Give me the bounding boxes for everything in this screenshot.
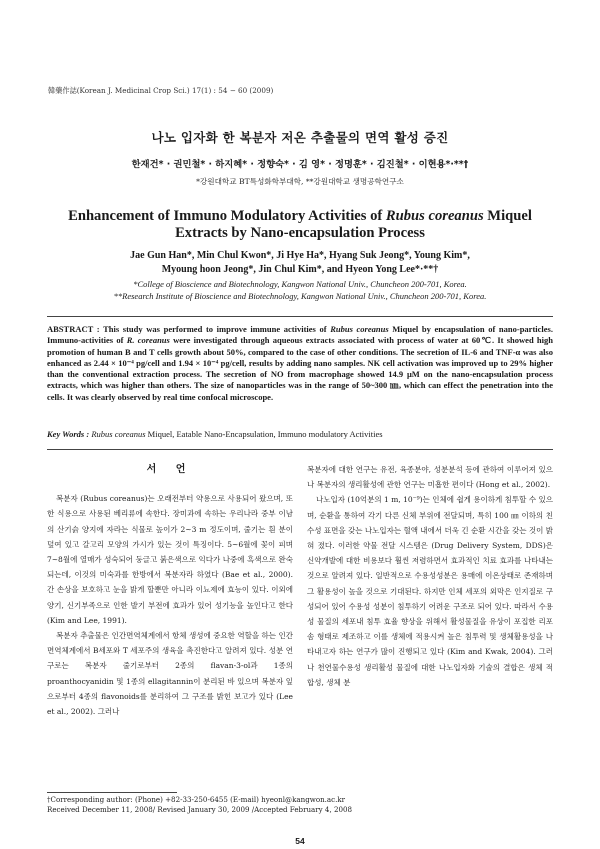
abstract-species-2: R. coreanus [126,335,170,346]
english-authors-line-1: Jae Gun Han*, Min Chul Kwon*, Ji Hye Ha*, Hyang Suk Jeong*, Young Kim*, [130,250,470,261]
title-species: Rubus coreanus [385,208,484,224]
left-column [47,462,293,719]
keywords-text: Miquel, Eatable Nano-Encapsulation, Immuno modulatory Activities [145,429,383,439]
korean-title: 나노 입자화 한 복분자 저온 추출물의 면역 활성 증진 [151,130,449,145]
intro-paragraph: 복분자 (Rubus coreanus)는 오래전부터 약용으로 사용되어 왔으며, 또한 식용으로 사용된 베리류에 속한다. 장미과에 속하는 우리나라 중부 이남의 산기슭 양지에 자라는 식물로 높이가 2~3 m 정도이며, 줄기는 흰 분이 덮여 있고 갈고리 모양의 가시가 있는 것이 특징이다. 5~6월에 꽃이 피며 7~8월에 열매가 성숙되어 둥글고 붉은색으로 익다가 나중에 흑색으로 완숙되는데, 이것의 미숙과를 한방에서 복분자라 하였다 (Bae et al., 2000). 간 손상을 보호하고 눈을 밝게 할뿐만 아니라 이뇨제에 효능이 있다. 이외에 양기, 신기부족으로 인한 발기 부전에 효과가 있어 성기능을 높인다고 한다 (Kim and Lee, 1991). [47,494,293,625]
received-dates: Received December 11, 2008/ Revised January 30, 2009 /Accepted February 4, 2008 [47,805,353,814]
abstract-text-1: This study was performed to improve immune activities of [99,324,331,334]
english-authors [40,249,560,276]
korean-authors: 한재건* · 권민철* · 하지혜* · 정향숙* · 김 영* · 정명훈* · 김진철* · 이현용*·**† [131,159,469,170]
footnote-rule [47,792,177,793]
title-part-b: Miquel Extracts by Nano-encapsulation Process [175,208,532,241]
abstract-text-3: were investigated through aqueous extracts associated with process of water at 60℃. It showed high promotion of human B and T cells growth about 50%, compared to the case of other conditions. The secretion of IL-6 and TNF-α was also enhanced as 2.44 × 10⁻⁴ pg/cell and 1.94 × 10⁻⁴ pg/cell, results by adding nano samples. NK cell activation was improved up to 29% higher than the conventional extraction process. The secretion of NO from macrophage showed 14.9 μM on the nano-encapsulation process extracts, which was higher than others. The size of nanoparticles was in the range of 50~300 ㎚, which can effect the penetration into the cells. It was clearly observed by real time confocal microscope. [47,335,553,402]
abstract-species-1: Rubus coreanus [330,324,389,334]
english-affiliation-1: *College of Bioscience and Biotechnology, Kangwon National Univ., Chuncheon 200-701, Korea. [133,279,467,289]
english-authors-line-2: Myoung hoon Jeong*, Jin Chul Kim*, and Hyeon Yong Lee*·**† [161,263,439,275]
footnote [47,795,352,815]
right-column [307,462,553,690]
abstract-top-rule [47,316,553,317]
korean-affiliation: *강원대학교 BT특성화학부대학, **강원대학교 생명공학연구소 [196,177,404,186]
intro-paragraph: 나노입자 (10억분의 1 m, 10⁻⁹)는 인체에 쉽게 용이하게 침투할 수 있으며, 순환을 통하여 각기 다른 신체 부위에 전달되며, 특히 100 ㎚ 이하의 친수성 표면을 갖는 나노입자는 혈액 내에서 더욱 긴 순환 시간을 갖는 것이 밝혀 졌다. 이러한 약물 전달 시스템은 (Drug Delivery System, DDS)은 신약개발에 대한 비용보다 훨씬 저렴하면서 효과적인 치료 효과를 나타내는 것으로 알려져 있다. 일반적으로 수용성성분은 용매에 이온상태로 존재하며 그 활용성이 높을 것으로 기대된다. 하지만 인체 세포의 외막은 인지질로 구성되어 있어 수용성 성분이 침투하기 어려운 구조로 되어 있다. 따라서 수용성 물질의 세포내 침투 효율 향상을 위해서 활성물질을 유상이 포집한 리포솜 형태로 제조하고 이를 생체에 적용시켜 높은 침투력 및 생체활용성을 나타내고자 하는 연구가 많이 진행되고 있다 (Kim and Kwak, 2004). 그러나 천연물수용성 생리활성 물질에 대한 나노입자화 기술의 결합은 생체 적합성, 생체 분 [307,495,553,687]
english-affiliation [40,279,560,302]
page-number: 54 [295,836,305,846]
intro-paragraph: 복분자에 대한 연구는 유전, 육종분야, 성분분석 등에 관하여 이루어져 있으나 복분자의 생리활성에 관한 연구는 미흡한 편이다 (Hong et al., 2002). [307,465,553,490]
journal-citation: 韓藥作誌(Korean J. Medicinal Crop Sci.) 17(1) : 54 − 60 (2009) [48,86,274,95]
section-heading-introduction: 서 언 [146,464,194,475]
keywords [47,429,553,440]
title-part-a: Enhancement of Immuno Modulatory Activities of [68,208,386,224]
abstract-label: ABSTRACT : [47,324,100,334]
abstract-text-2: Miquel by encapsulation of nano-particles. Immuno-activities of [47,324,553,346]
english-affiliation-2: **Research Institute of Bioscience and Biotechnology, Kangwon National Univ., Chuncheon 200-701, Korea. [113,290,487,301]
abstract [47,324,553,403]
intro-paragraph: 복분자 추출물은 인간면역체계에서 항체 생성에 중요한 역할을 하는 인간 면역체계에서 B세포와 T 세포주의 생육을 촉진한다고 알려져 있다. 성분 연구로는 복분자 줄기로부터 2종의 flavan-3-ol과 1종의 proanthocyanidin 및 1종의 ellagitannin이 분리된 바 있으며 복분자 잎으로부터 4종의 flavonoids를 분리하여 그 구조를 밝힌 보고가 있다 (Lee et al., 2002). 그러나 [47,631,293,717]
keywords-label: Key Words : [47,429,90,439]
corresponding-author: †Corresponding author: (Phone) +82-33-250-6455 (E-mail) hyeonl@kangwon.ac.kr [47,795,346,804]
english-title [40,208,560,241]
keywords-bottom-rule [47,449,553,450]
keywords-species: Rubus coreanus [91,429,146,439]
